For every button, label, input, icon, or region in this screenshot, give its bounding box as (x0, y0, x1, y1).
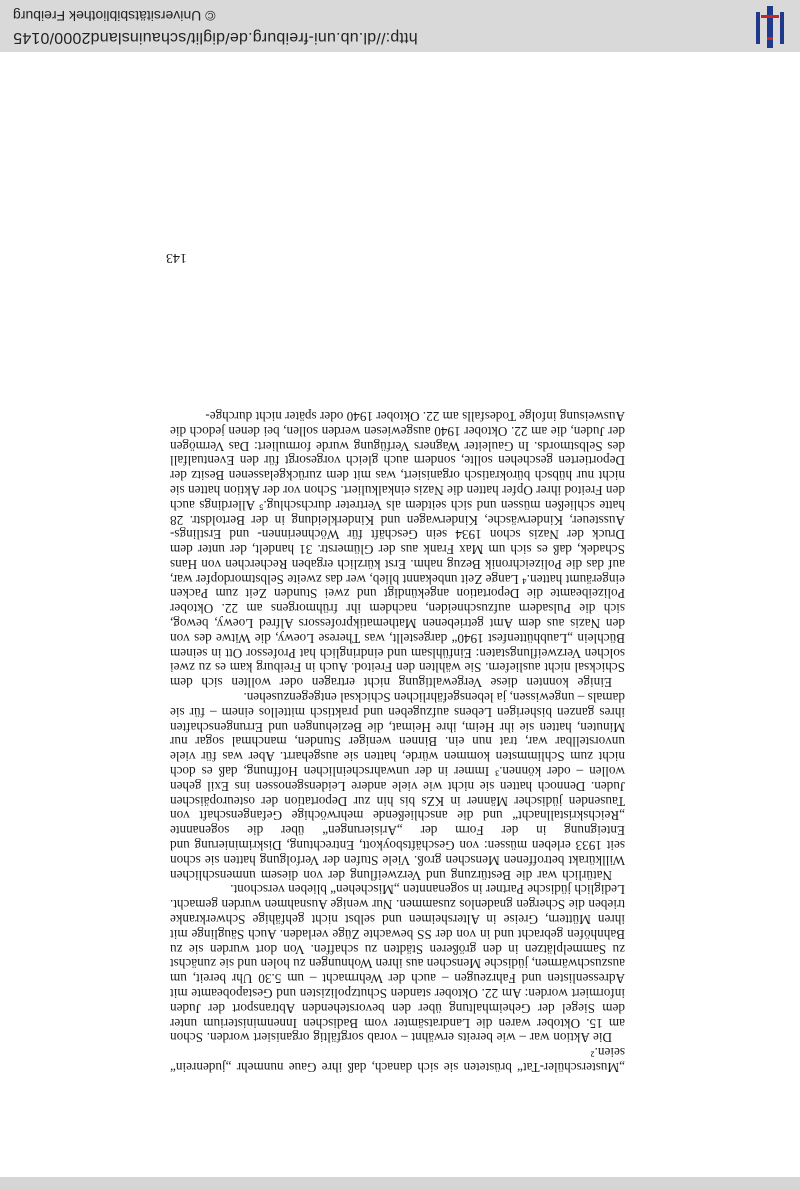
top-bar (0, 1177, 800, 1189)
source-url[interactable]: http://dl.ub.uni-freiburg.de/diglit/schauinsland2000/0145 (13, 29, 418, 46)
page-number: 143 (166, 250, 187, 265)
footer-bar (0, 0, 800, 52)
logo-mark-icon (750, 6, 790, 48)
paragraph: Natürlich war die Bestürzung und Verzweiflung der von diesem unmenschlichen Willkürakt betroffenen Menschen groß. Viele Stufen der Verfolgung hatten sie schon seit 1933 erleben müssen: von Geschäftsboykott, Entrechtung, Diskriminierung und Enteignung in der Form der „Arisierungen“ über die sogenannte „Reichskristallnacht“ und die anschließende mehrwöchige Gefangenschaft von Tausenden jüdischer Männer in KZs bis hin zur Deportation der osteuropäischen Juden. Dennoch hatten sie nicht wie viele andere Leidensgenossen ins Exil gehen wollen – oder können.³ Immer in der unwahrscheinlichen Hoffnung, daß es doch nicht zum Schlimmsten kommen würde, hatten sie ausgeharrt. Aber was für viele unvorstellbar war, trat nun ein. Binnen weniger Stunden, manchmal sogar nur Minuten, hatten sie ihr Heim, ihre Heimat, die Beziehungen und Errungenschaften ihres ganzen bisherigen Lebens aufzugeben und praktisch mittellos einem – für sie damals – ungewissen, ja lebensgefährlichen Schicksal entgegenzusehen. (170, 690, 625, 883)
university-library-logo (750, 6, 790, 48)
paragraph: Einige konnten diese Vergewaltigung nicht ertragen oder wollten sich dem Schicksal nicht ausliefern. Sie wählten den Freitod. Auch in Freiburg kam es zu zwei solchen Verzweiflungstaten: Einfühlsam und eindringlich hat Professor Ott in seinem Büchlein „Laubhüttenfest 1940“ dargestellt, was Therese Loewy, die Witwe des von den Nazis aus dem Amt getriebenen Mathematikprofessors Alfred Loewy, bewog, sich die Pulsadern aufzuschneiden, nachdem ihr frühmorgens am 22. Oktober Polizeibeamte die Deportation angekündigt und zwei Stunden Zeit zum Packen eingeräumt hatten.⁴ Lange Zeit unbekannt blieb, wer das zweite Selbstmordopfer war, auf das die Polizeichronik Bezug nahm. Erst kürzlich ergaben Recherchen von Hans Schadek, daß es sich um Max Frank aus der Glümerstr. 31 handelt, der unter dem Druck der Nazis schon 1934 sein Geschäft für Wöchnerinnen- und Erstlings-Aussteuer, Kinderwäsche, Kinderwagen und Kinderkleidung in der Bertoldstr. 28 hatte schließen müssen und sich seitdem als Vertreter durchschlug.⁵ Allerdings auch den Freitod ihrer Opfer hatten die Nazis einkalkuliert. Schon vor der Aktion hatten sie nicht nur hübsch bürokratisch organisiert, was mit dem zurückgelassenen Besitz der Deportierten geschehen sollte, sondern auch gleich vorgesorgt für den Eventualfall des Selbstmords. In Gauleiter Wagners Verfügung wurde formuliert: Das Vermögen der Juden, die am 22. Oktober 1940 ausgewiesen werden sollen, bei denen jedoch die Ausweisung infolge Todesfalls am 22. Oktober 1940 oder später nicht durchge- (170, 408, 625, 691)
paragraph: Die Aktion war – wie bereits erwähnt – vorab sorgfältig organisiert worden. Schon am 15. Oktober waren die Landratsämter vom Badischen Innenministerium unter dem Siegel der Geheimhaltung über den bevorstehenden Abtransport der Juden informiert worden: Am 22. Oktober standen Schutzpolizisten und Gestapobeamte mit Adressenlisten und Fahrzeugen – auch der Wehrmacht – um 5.30 Uhr bereit, um auszuschwärmen, jüdische Menschen aus ihren Wohnungen zu holen und sie zunächst zu Sammelplätzen in den größeren Städten zu schaffen. Von dort wurden sie zu Bahnhöfen gebracht und in von der SS bewachte Züge verladen. Auch Säuglinge mit ihren Müttern, Greise in Altersheimen und selbst nicht gehfähige Schwerkranke trieben die Schergen gnadenlos zusammen. Nur wenige Ausnahmen wurden gemacht. Lediglich jüdische Partner in sogenannten „Mischehen“ blieben verschont. (170, 882, 625, 1046)
body-text (170, 408, 625, 1074)
paragraph: „Musterschüler-Tat“ brüsteten sie sich danach, daß ihre Gaue nunmehr „judenrein“ seien.² (170, 1045, 625, 1075)
copyright-notice: © Universitätsbibliothek Freiburg (13, 8, 216, 24)
